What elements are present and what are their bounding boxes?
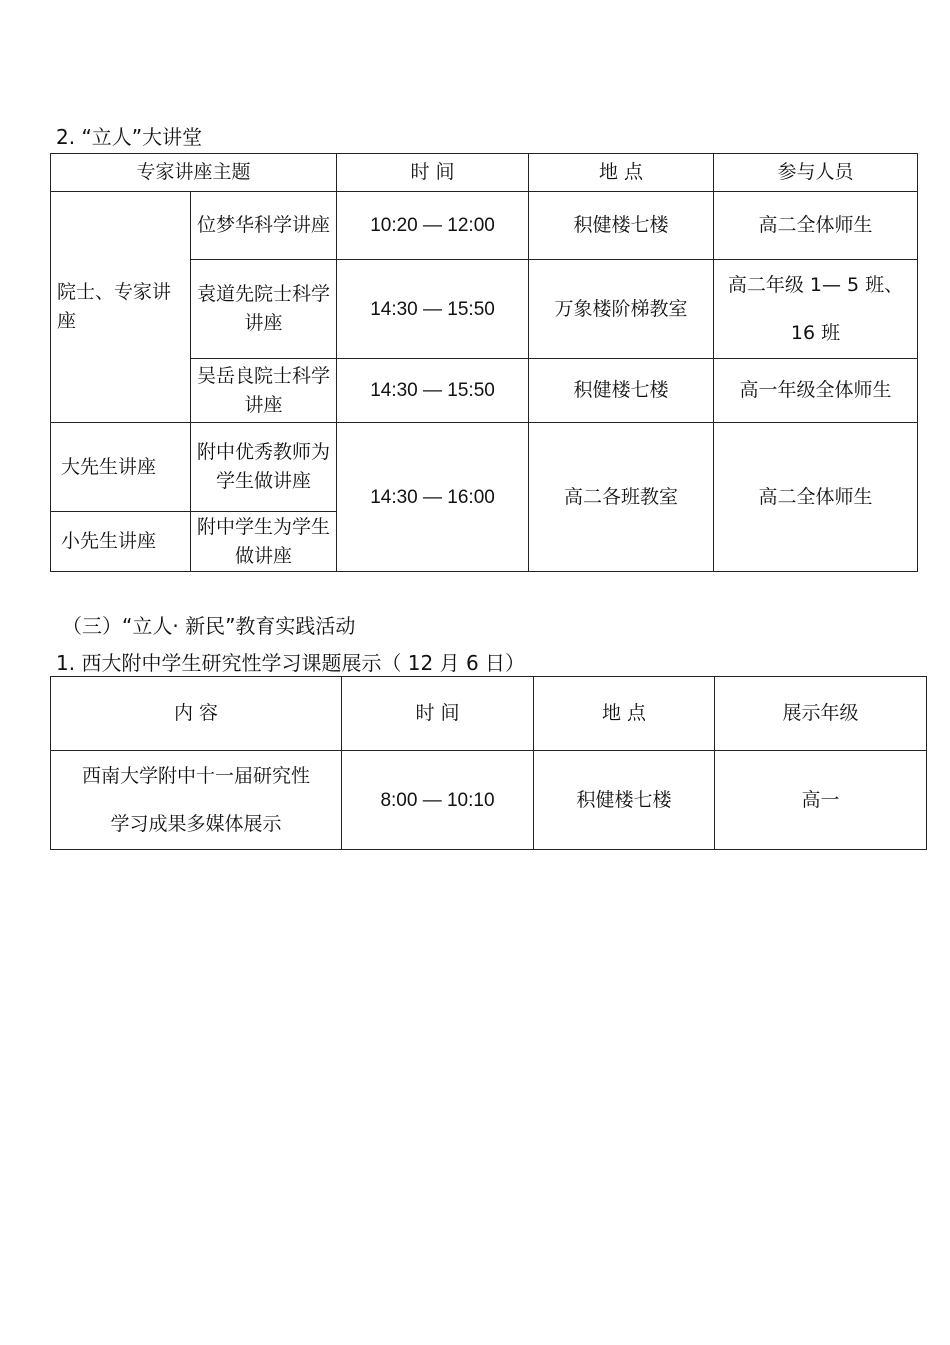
category-label: 院士、专家讲座 bbox=[57, 281, 172, 332]
topic-cell bbox=[191, 260, 337, 359]
place-cell: 高二各班教室 bbox=[529, 423, 714, 572]
topic-cell bbox=[191, 512, 337, 572]
topic-cell bbox=[191, 192, 337, 260]
header-topic: 专家讲座主题 bbox=[51, 154, 337, 192]
lecture-schedule-table bbox=[50, 153, 918, 572]
people-cell bbox=[714, 260, 918, 359]
table-row bbox=[51, 751, 927, 850]
header-time: 时 间 bbox=[337, 154, 529, 192]
header-place: 地 点 bbox=[534, 677, 715, 751]
topic-cell bbox=[191, 359, 337, 423]
time-cell: 14:30 — 15:50 bbox=[337, 359, 529, 423]
time-cell: 10:20 — 12:00 bbox=[337, 192, 529, 260]
people-cell: 高二全体师生 bbox=[714, 192, 918, 260]
time-cell: 14:30 — 15:50 bbox=[337, 260, 529, 359]
people-cell: 高一年级全体师生 bbox=[714, 359, 918, 423]
place-cell: 万象楼阶梯教室 bbox=[529, 260, 714, 359]
section-3-subheading: 1. 西大附中学生研究性学习课题展示（ 12 月 6 日） bbox=[56, 651, 526, 675]
category-cell bbox=[51, 192, 191, 423]
header-grade: 展示年级 bbox=[715, 677, 927, 751]
topic-label: 附中优秀教师为学生做讲座 bbox=[197, 441, 331, 492]
header-content: 内 容 bbox=[51, 677, 342, 751]
research-showcase-table bbox=[50, 676, 927, 850]
content-line-2: 学习成果多媒体展示 bbox=[110, 813, 282, 835]
header-time: 时 间 bbox=[342, 677, 534, 751]
category-cell: 小先生讲座 bbox=[51, 512, 191, 572]
table-row bbox=[51, 423, 918, 512]
time-cell: 14:30 — 16:00 bbox=[337, 423, 529, 572]
header-people: 参与人员 bbox=[714, 154, 918, 192]
content-cell bbox=[51, 751, 342, 850]
people-line-1: 高二年级 1— 5 班、 bbox=[727, 274, 904, 296]
topic-label: 附中学生为学生做讲座 bbox=[197, 515, 331, 567]
time-cell: 8:00 — 10:10 bbox=[342, 751, 534, 850]
people-cell: 高二全体师生 bbox=[714, 423, 918, 572]
header-place: 地 点 bbox=[529, 154, 714, 192]
topic-label: 袁道先院士科学讲座 bbox=[197, 283, 331, 334]
topic-label: 吴岳良院士科学讲座 bbox=[197, 364, 331, 416]
table-header-row bbox=[51, 677, 927, 751]
section-3-heading: （三）“立人· 新民”教育实践活动 bbox=[62, 614, 356, 638]
place-cell: 积健楼七楼 bbox=[534, 751, 715, 850]
place-cell: 积健楼七楼 bbox=[529, 192, 714, 260]
section-2-heading: 2. “立人”大讲堂 bbox=[56, 125, 203, 149]
category-cell: 大先生讲座 bbox=[51, 423, 191, 512]
topic-label: 位梦华科学讲座 bbox=[197, 214, 331, 236]
people-line-2: 16 班 bbox=[790, 322, 841, 344]
content-line-1: 西南大学附中十一届研究性 bbox=[81, 765, 310, 787]
grade-cell: 高一 bbox=[715, 751, 927, 850]
topic-cell bbox=[191, 423, 337, 512]
table-row bbox=[51, 192, 918, 260]
table-header-row bbox=[51, 154, 918, 192]
place-cell: 积健楼七楼 bbox=[529, 359, 714, 423]
